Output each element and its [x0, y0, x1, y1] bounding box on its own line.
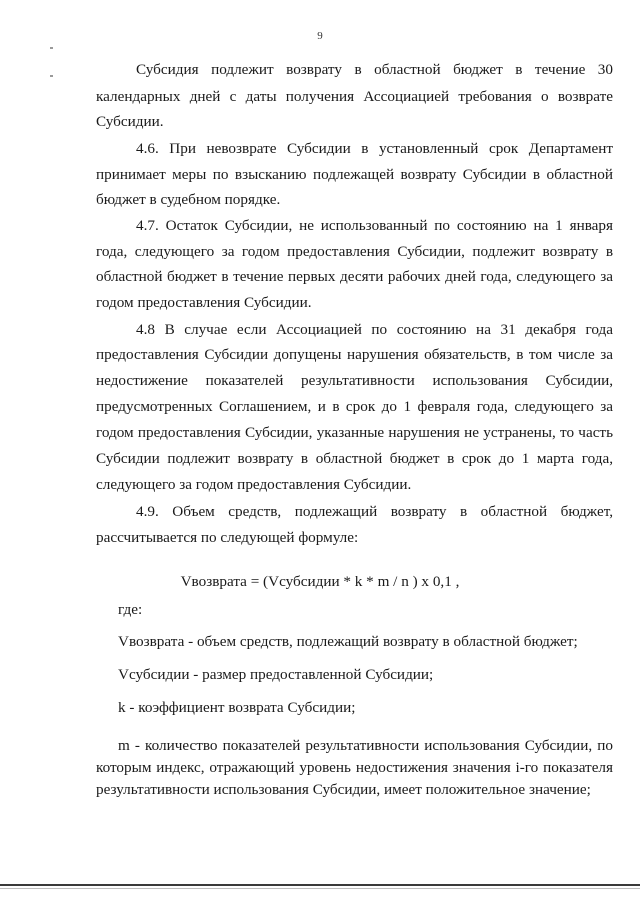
definition-line: Vсубсидии - размер предоставленной Субсидии; [118, 666, 434, 683]
text-line: календарных дней с даты получения Ассоциацией требования о возврате [96, 88, 613, 105]
definition-line: Vвозврата - объем средств, подлежащий возврату в областной бюджет; [118, 633, 578, 650]
text-line: предусмотренных Соглашением, и в срок до 1 февраля года, следующего за [96, 398, 613, 415]
text-line: предоставления Субсидии допущены нарушения обязательств, в том числе за [96, 346, 613, 363]
formula: Vвозврата = (Vсубсидии * k * m / n ) x 0,1 , [180, 573, 460, 590]
scan-speck [50, 75, 53, 77]
text-line: недостижение показателей результативности использования Субсидии, [96, 372, 613, 389]
scan-speck [50, 47, 53, 49]
text-line: 4.9. Объем средств, подлежащий возврату в областной бюджет, [136, 503, 613, 520]
text-line: областной бюджет в течение первых десяти рабочих дней года, следующего за [96, 268, 613, 285]
definition-line: которым индекс, отражающий уровень недостижения значения i-го показателя [96, 759, 613, 776]
text-line: года, следующего за годом предоставления Субсидии, подлежит возврату в [96, 243, 613, 260]
definition-line: результативности использования Субсидии, имеет положительное значение; [96, 781, 591, 798]
scan-edge [0, 888, 640, 889]
text-line: рассчитывается по следующей формуле: [96, 529, 359, 546]
definition-line: k - коэффициент возврата Субсидии; [118, 699, 356, 716]
text-line: 4.8 В случае если Ассоциацией по состоянию на 31 декабря года [136, 321, 613, 338]
definition-line: m - количество показателей результативности использования Субсидии, по [118, 737, 613, 754]
text-line: бюджет в судебном порядке. [96, 191, 281, 208]
text-line: следующего за годом предоставления Субсидии. [96, 476, 412, 493]
text-line: годом предоставления Субсидии. [96, 294, 312, 311]
text-line: годом предоставления Субсидии, указанные нарушения не устранены, то часть [96, 424, 613, 441]
text-line: принимает меры по взысканию подлежащей возврату Субсидии в областной [96, 166, 613, 183]
scan-edge [0, 884, 640, 886]
text-line: Субсидия подлежит возврату в областной бюджет в течение 30 [136, 61, 613, 78]
text-line: где: [118, 601, 143, 618]
page-number: 9 [317, 30, 323, 42]
text-line: Субсидии подлежит возврату в областной бюджет в срок до 1 марта года, [96, 450, 613, 467]
text-line: Субсидии. [96, 113, 164, 130]
text-line: 4.6. При невозврате Субсидии в установленный срок Департамент [136, 140, 613, 157]
text-line: 4.7. Остаток Субсидии, не использованный по состоянию на 1 января [136, 217, 613, 234]
